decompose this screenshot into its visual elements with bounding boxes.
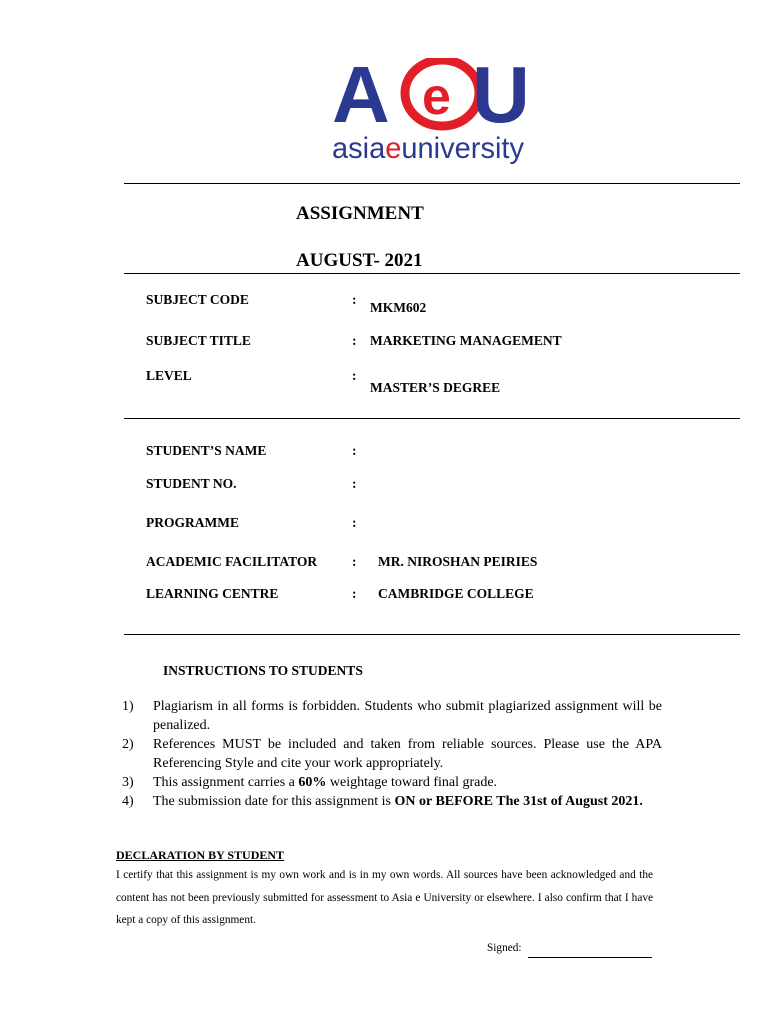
list-item-text: weightage toward final grade. (326, 775, 498, 790)
logo-letter-a: A (332, 58, 390, 139)
signed-label: Signed: (487, 942, 522, 954)
list-item-number: 1) (122, 699, 134, 714)
learning-centre-label: LEARNING CENTRE (146, 586, 279, 601)
student-name-colon: : (352, 443, 357, 458)
divider-top (124, 183, 740, 184)
weightage-value: 60% (298, 775, 327, 790)
divider-header (124, 273, 740, 274)
level-colon: : (352, 368, 357, 383)
student-no-colon: : (352, 476, 357, 491)
subject-code-label: SUBJECT CODE (146, 292, 249, 307)
list-item-text: The submission date for this assignment is (153, 794, 395, 809)
logo-letter-u: U (472, 58, 530, 139)
instructions-heading: INSTRUCTIONS TO STUDENTS (163, 663, 363, 678)
subject-title-colon: : (352, 333, 357, 348)
facilitator-value: MR. NIROSHAN PEIRIES (378, 554, 538, 569)
student-name-label: STUDENT’S NAME (146, 443, 267, 458)
level-label: LEVEL (146, 368, 192, 383)
aeu-logo (330, 58, 530, 168)
list-item-text: This assignment carries a (153, 775, 299, 790)
submission-deadline: ON or BEFORE The 31st of August 2021. (394, 794, 643, 809)
learning-centre-colon: : (352, 586, 357, 601)
subject-title-label: SUBJECT TITLE (146, 333, 251, 348)
list-item (122, 773, 662, 792)
list-item-number: 2) (122, 737, 134, 752)
list-item-text: References MUST be included and taken from reliable sources. Please use the APA Referencing Style and cite your work appropriately. (153, 737, 662, 771)
subject-code-value: MKM602 (370, 300, 427, 315)
signature-line (528, 957, 652, 958)
logo-wordmark: asiaeuniversity (332, 132, 529, 165)
declaration-text: I certify that this assignment is my own work and is in my own words. All sources have been acknowledged and the content has not been previously submitted for assessment to Asia e University or elsewhere. I also confirm that I have kept a copy of this assignment. (116, 869, 653, 926)
student-no-label: STUDENT NO. (146, 476, 237, 491)
list-item (122, 792, 662, 811)
session-title: AUGUST- 2021 (296, 250, 423, 271)
logo-letter-e: e (422, 68, 451, 126)
subject-code-colon: : (352, 292, 357, 307)
instructions-list (122, 697, 662, 811)
list-item (122, 735, 662, 773)
list-item-number: 3) (122, 775, 134, 790)
subject-title-value: MARKETING MANAGEMENT (370, 333, 562, 348)
level-value: MASTER’S DEGREE (370, 380, 501, 395)
list-item (122, 697, 662, 735)
list-item-number: 4) (122, 794, 134, 809)
page-title: ASSIGNMENT (296, 203, 424, 224)
learning-centre-value: CAMBRIDGE COLLEGE (378, 586, 534, 601)
programme-colon: : (352, 515, 357, 530)
divider-subject (124, 418, 740, 419)
declaration-title: DECLARATION BY STUDENT (116, 848, 285, 862)
programme-label: PROGRAMME (146, 515, 239, 530)
facilitator-label: ACADEMIC FACILITATOR (146, 554, 318, 569)
facilitator-colon: : (352, 554, 357, 569)
list-item-text: Plagiarism in all forms is forbidden. Students who submit plagiarized assignment will be penalized. (153, 699, 662, 733)
divider-student (124, 634, 740, 635)
